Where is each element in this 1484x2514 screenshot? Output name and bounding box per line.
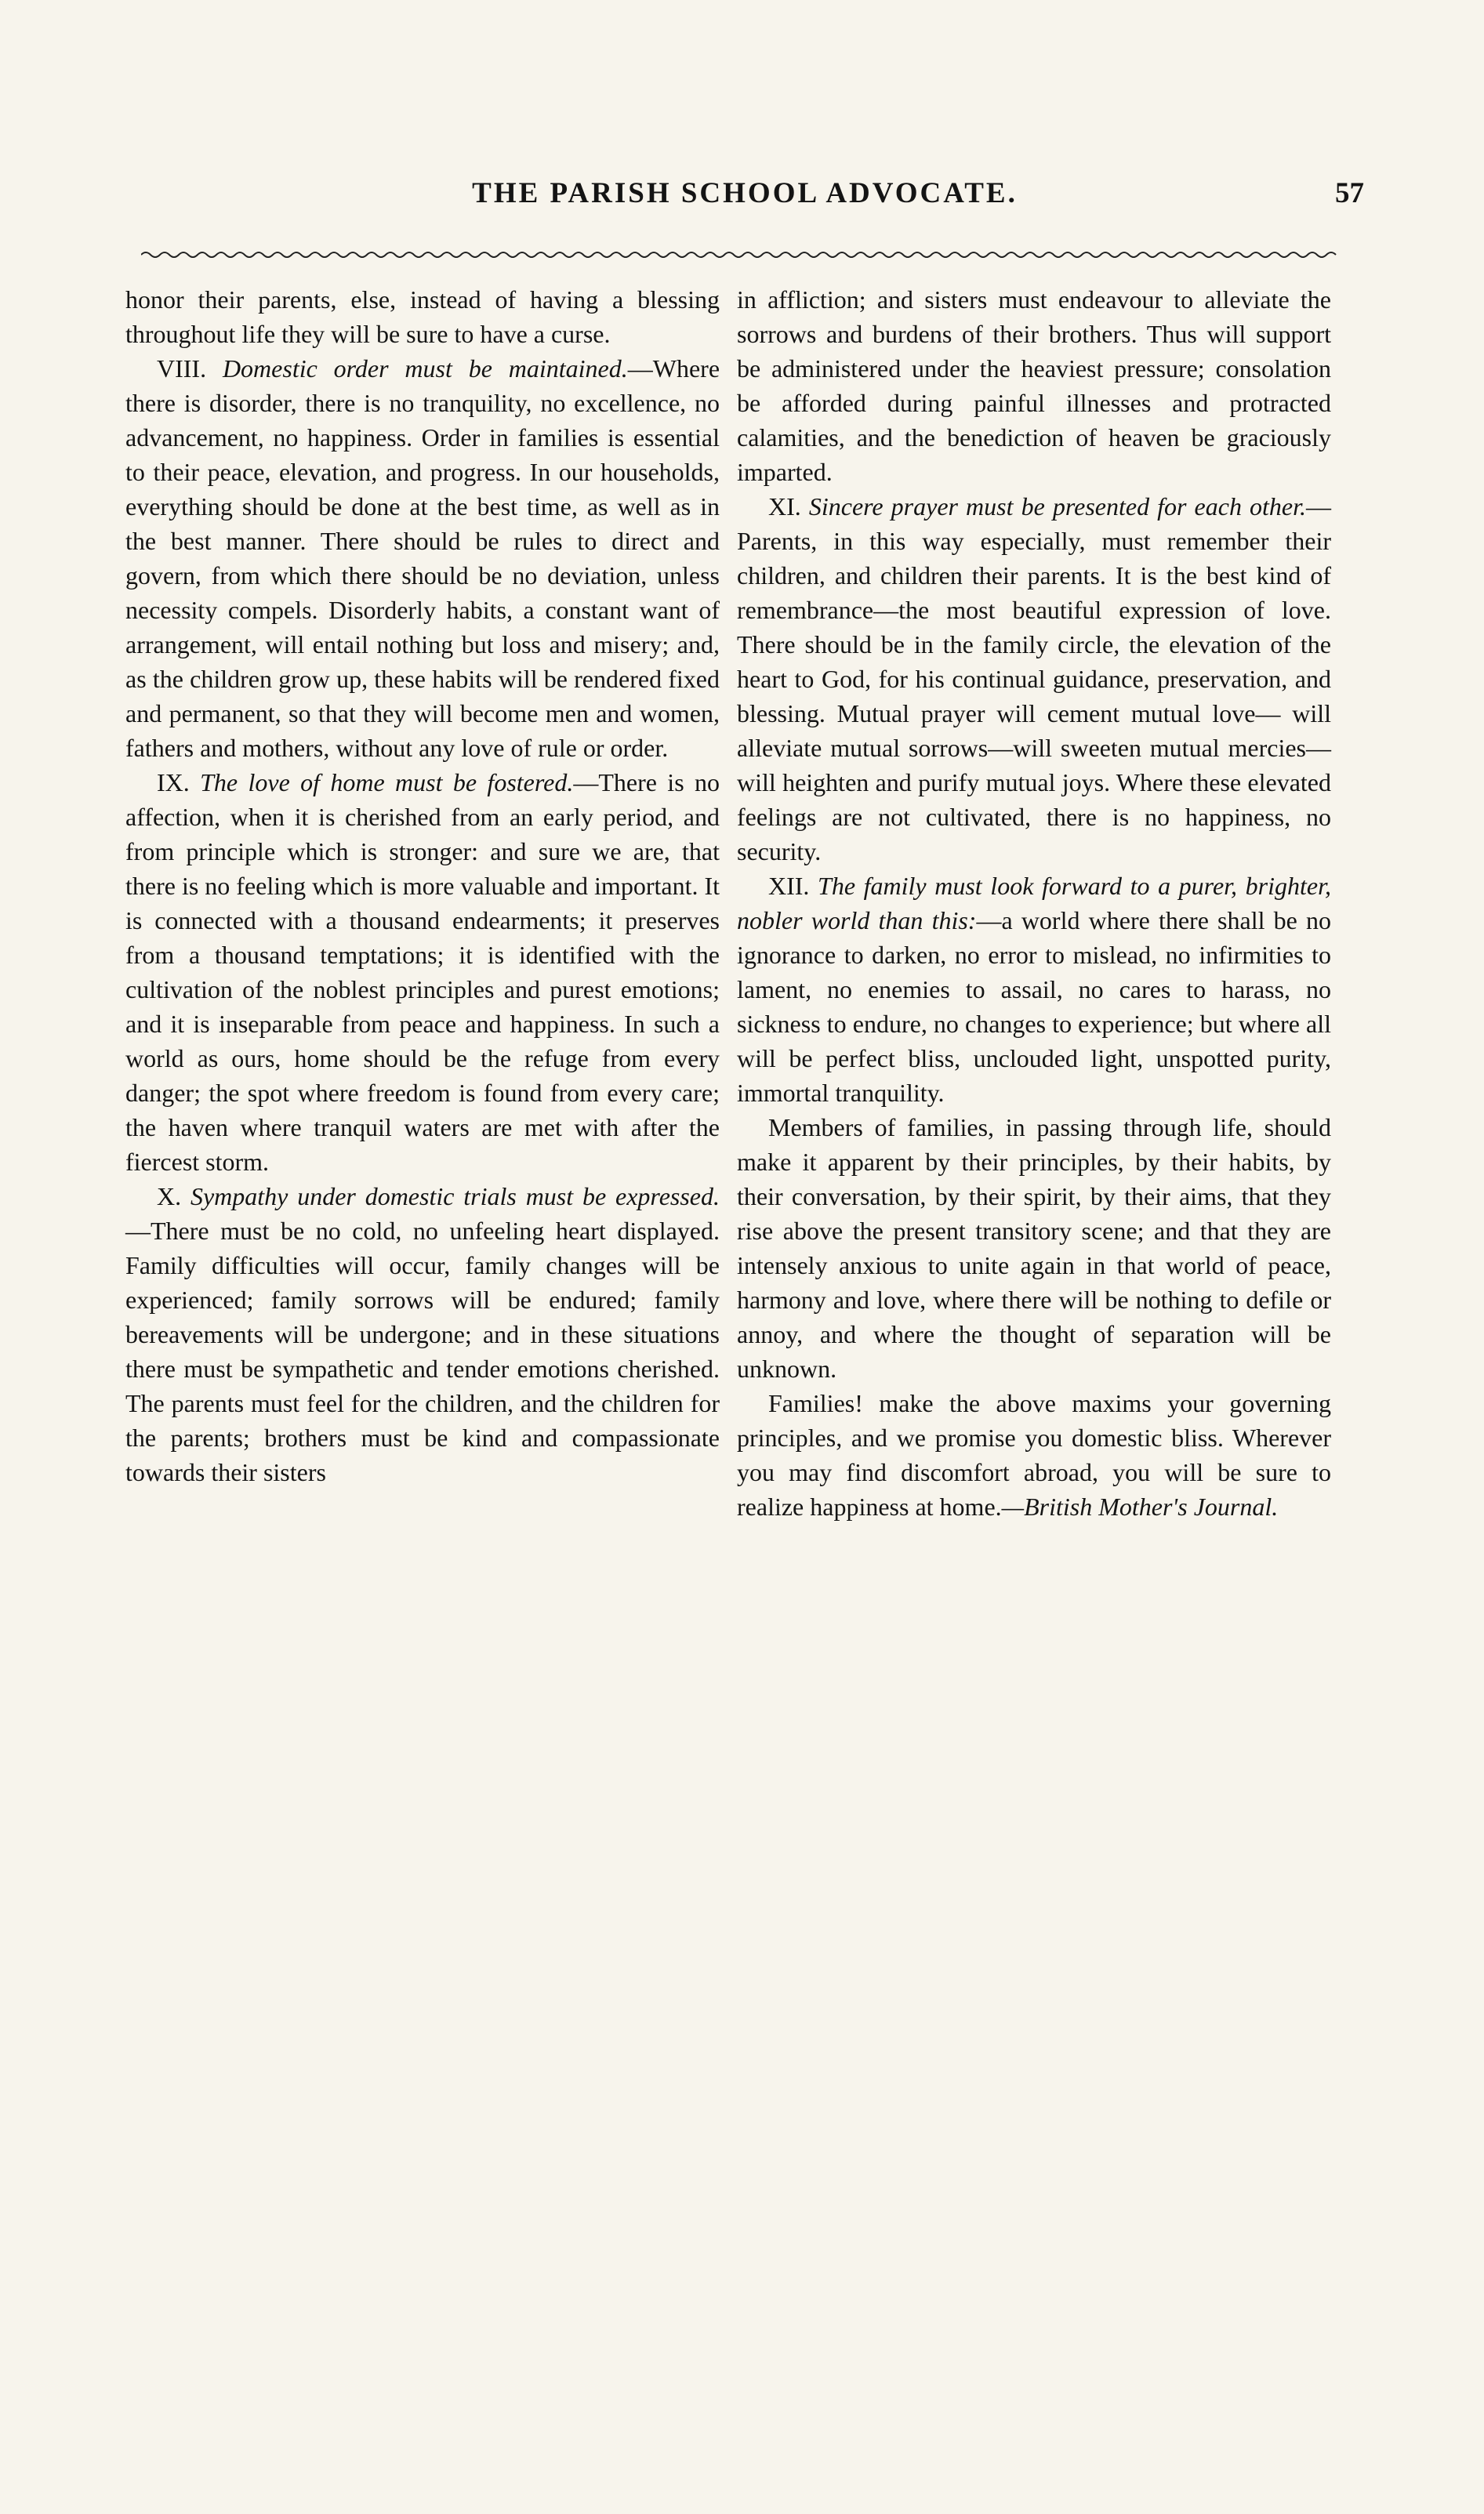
paragraph-x bbox=[125, 1179, 720, 1489]
attribution: —British Mother's Journal. bbox=[1001, 1493, 1279, 1521]
section-label-xi: XI. bbox=[768, 492, 801, 521]
paragraph-xi bbox=[737, 489, 1331, 869]
paragraph-continuation: honor their parents, else, instead of having a blessing throughout life they will be sure to have a curse. bbox=[125, 285, 720, 348]
section-label-viii: VIII. bbox=[157, 354, 207, 383]
paragraph-continuation-right: in affliction; and sisters must endeavour to alleviate the sorrows and burdens of their brothers. Thus will support be administered under the heaviest pressure; consolation be afforded during painful illnesses and protracted calamities, and the benediction of heaven be graciously imparted. bbox=[737, 285, 1331, 486]
paragraph-families bbox=[737, 1386, 1331, 1524]
wavy-rule bbox=[141, 249, 1341, 260]
section-label-ix: IX. bbox=[157, 768, 190, 796]
section-heading-xii: The family must look forward to a purer, brighter, nobler world than this: bbox=[737, 872, 1331, 934]
section-label-x: X. bbox=[157, 1182, 182, 1210]
section-body-xii: —a world where there shall be no ignorance to darken, no error to mislead, no infirmities to lament, no enemies to assail, no cares to harass, no sickness to endure, no changes to experience; but where all will be perfect bliss, unclouded light, unspotted purity, immortal tranquility. bbox=[737, 906, 1332, 1107]
paragraph-xii bbox=[737, 869, 1331, 1110]
section-body-xi: —Parents, in this way especially, must remember their children, and children their parents. It is the best kind of remembrance—the most beautiful expression of love. There should be in the family circle, the elevation of the heart to God, for his continual guidance, preservation, and blessing. Mutual prayer will cement mutual love— will alleviate mutual sorrows—will sweeten mutual mercies—will heighten and purify mutual joys. Where these elevated feelings are not cultivated, there is no happiness, no security. bbox=[737, 492, 1332, 865]
paragraph-ix bbox=[125, 765, 720, 1179]
section-heading-xi: Sincere prayer must be presented for each other. bbox=[808, 492, 1307, 521]
section-body-x: —There must be no cold, no unfeeling heart displayed. Family difficulties will occur, family changes will be experienced; family sorrows will be endured; family bereavements will be undergone; and in these situations there must be sympathetic and tender emotions cherished. The parents must feel for the children, and the children for the parents; brothers must be kind and compassionate towards their sisters bbox=[125, 1217, 720, 1486]
page-number: 57 bbox=[1335, 177, 1364, 209]
closing-body: Families! make the above maxims your governing principles, and we promise you domestic bliss. Wherever you may find discomfort abroad, you will be sure to realize happiness at home. bbox=[737, 1389, 1331, 1521]
paragraph-members: Members of families, in passing through life, should make it apparent by their principles, by their habits, by their conversation, by their spirit, by their aims, that they rise above the present transitory scene; and that they are intensely anxious to unite again in that world of peace, harmony and love, where there will be nothing to defile or annoy, and where the thought of separation will be unknown. bbox=[737, 1113, 1331, 1383]
right-column bbox=[737, 282, 1331, 1524]
left-column bbox=[125, 282, 720, 1489]
running-title: THE PARISH SCHOOL ADVOCATE. bbox=[472, 177, 1018, 209]
section-label-xii: XII. bbox=[768, 872, 810, 900]
section-heading-viii: Domestic order must be maintained. bbox=[222, 354, 628, 383]
running-head bbox=[125, 176, 1364, 223]
section-body-ix: —There is no affection, when it is cherished from an early period, and from principle which is stronger: and sure we are, that there is no feeling which is more valuable and important. It is connected with a thousand endearments; it preserves from a thousand temptations; it is identified with the cultivation of the noblest principles and purest emotions; and it is inseparable from peace and happiness. In such a world as ours, home should be the refuge from every danger; the spot where freedom is found from every care; the haven where tranquil waters are met with after the fiercest storm. bbox=[125, 768, 720, 1176]
section-heading-x: Sympathy under domestic trials must be expressed. bbox=[190, 1182, 720, 1210]
paragraph-viii bbox=[125, 351, 720, 765]
section-heading-ix: The love of home must be fostered. bbox=[200, 768, 574, 796]
section-body-viii: —Where there is disorder, there is no tranquility, no excellence, no advancement, no happiness. Order in families is essential to their peace, elevation, and progress. In our households, everything should be done at the best time, as well as in the best manner. There should be rules to direct and govern, from which there should be no deviation, unless necessity compels. Disorderly habits, a constant want of arrangement, will entail nothing but loss and misery; and, as the children grow up, these habits will be rendered fixed and permanent, so that they will become men and women, fathers and mothers, without any love of rule or order. bbox=[125, 354, 720, 762]
